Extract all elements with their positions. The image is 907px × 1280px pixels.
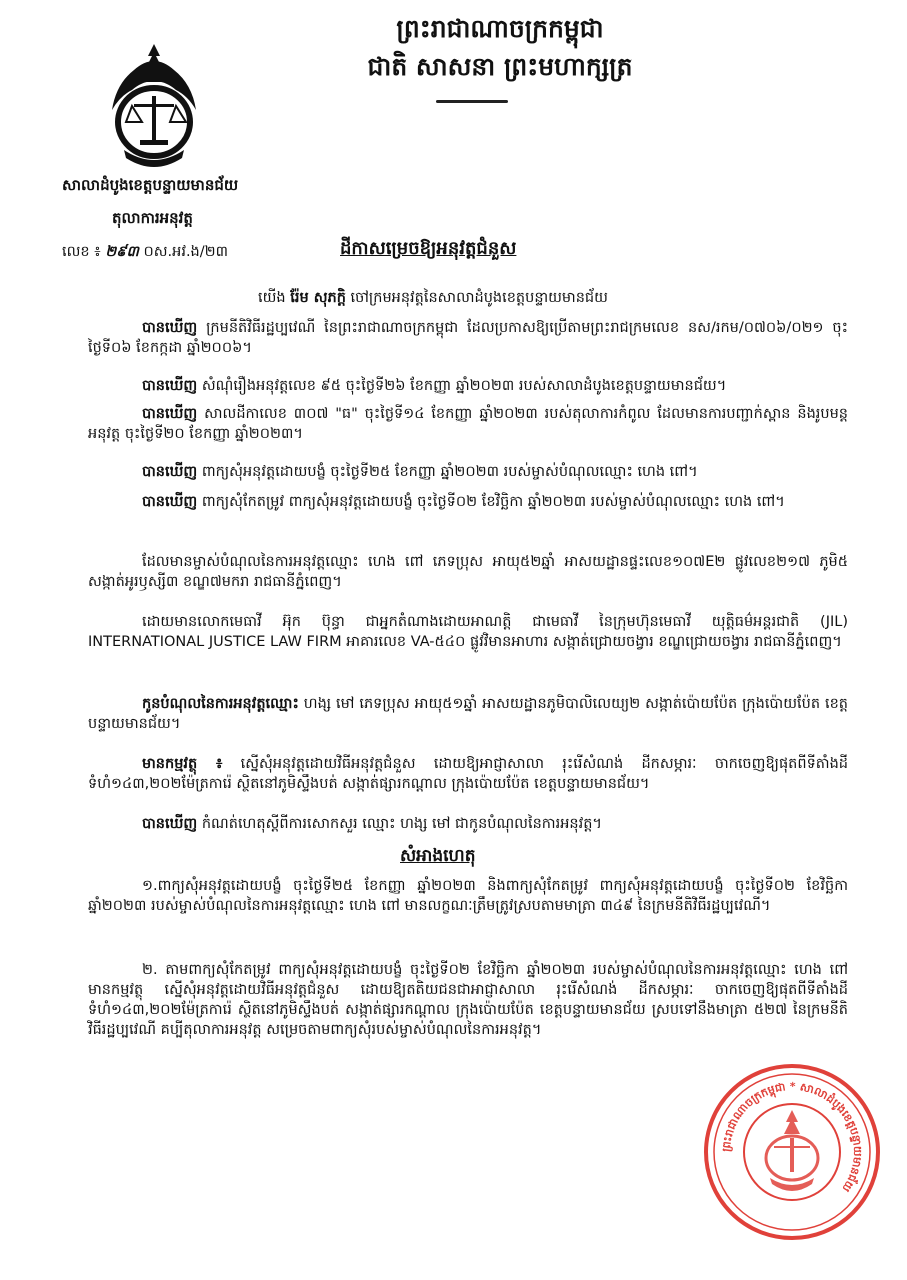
paragraph-lead: បានឃើញ bbox=[142, 464, 198, 480]
paragraph-text: ពាក្យសុំអនុវត្តដោយបង្ខំ ចុះថ្ងៃទី២៥ ខែកញ្ញា ឆ្នាំ២០២៣ របស់ម្ចាស់បំណុលឈ្មោះ ហេង ពៅ។ bbox=[197, 464, 698, 480]
intro-we: យើង bbox=[258, 290, 286, 306]
reference-number bbox=[62, 243, 228, 264]
grounds-heading: សំអាងហេតុ bbox=[400, 846, 476, 866]
department-name: តុលាការអនុវត្ត bbox=[112, 209, 193, 227]
national-motto: ជាតិ សាសនា ព្រះមហាក្សត្រ bbox=[367, 52, 633, 81]
paragraph bbox=[88, 376, 848, 396]
reference-handwritten-number: ២៩៣ bbox=[105, 244, 139, 260]
paragraph-lead: បានឃើញ bbox=[142, 406, 198, 422]
paragraph-text: សំណុំរឿងអនុវត្តលេខ ៩៥ ចុះថ្ងៃទី២៦ ខែកញ្ញា ឆ្នាំ២០២៣ របស់សាលាដំបូងខេត្តបន្ទាយមានជ័យ។ bbox=[197, 378, 727, 394]
ground-item bbox=[88, 960, 848, 1040]
intro-line bbox=[258, 288, 858, 308]
paragraph-lead: មានកម្មវត្ថុ ៖ bbox=[142, 756, 223, 772]
paragraph bbox=[88, 694, 848, 734]
paragraph bbox=[88, 814, 848, 834]
heading-divider bbox=[436, 100, 508, 103]
document-title: ដីកាសម្រេចឱ្យអនុវត្តជំនួស bbox=[340, 238, 517, 259]
paragraph-lead: បានឃើញ bbox=[142, 378, 198, 394]
judge-role: ចៅក្រមអនុវត្តនៃសាលាដំបូងខេត្តបន្ទាយមានជ័យ bbox=[350, 290, 608, 306]
court-emblem-icon bbox=[104, 40, 204, 180]
paragraph bbox=[88, 404, 848, 444]
paragraph-text: ពាក្យសុំកែតម្រូវ ពាក្យសុំអនុវត្តដោយបង្ខំ ចុះថ្ងៃទី០២ ខែវិច្ឆិកា ឆ្នាំ២០២៣ របស់ម្ចាស់បំណុលឈ្មោះ ហេង ពៅ។ bbox=[197, 494, 785, 510]
paragraph-text: ក្រមនីតិវិធីរដ្ឋប្បវេណី នៃព្រះរាជាណាចក្រកម្ពុជា ដែលប្រកាសឱ្យប្រើតាមព្រះរាជក្រមលេខ នស/រកម/០៧០៦/០២១ ចុះថ្ងៃទី០៦ ខែកក្កដា ឆ្នាំ២០០៦។ bbox=[88, 320, 848, 356]
ground-text: ២. តាមពាក្យសុំកែតម្រូវ ពាក្យសុំអនុវត្តដោយបង្ខំ ចុះថ្ងៃទី០២ ខែវិច្ឆិកា ឆ្នាំ២០២៣ របស់ម្ចាស់បំណុលនៃការអនុវត្តឈ្មោះ ហេង ពៅ មានកម្មវត្ថុ ស្នើសុំអនុវត្តដោយវិធីអនុវត្តជំនួស ដោយឱ្យតតិយជនជាអាជ្ញាសាលា រុះរើសំណង់ ដីកសម្ភារៈ ចាកចេញឱ្យផុតពីទីតាំងដីទំហំ១៤៣,២០២ម៉ែត្រការ៉េ ស្ថិតនៅភូមិស្ទឹងបត់ សង្កាត់ផ្សារកណ្ដាល ក្រុងប៉ោយប៉ែត ខេត្តបន្ទាយមានជ័យ ស្របទៅនឹងមាត្រា ៥២៧ នៃក្រមនីតិវិធីរដ្ឋប្បវេណី គប្បីតុលាការអនុវត្ត សម្រេចតាមពាក្យសុំរបស់ម្ចាស់បំណុលនៃការអនុវត្ត។ bbox=[88, 962, 848, 1038]
ground-text: ១.ពាក្យសុំអនុវត្តដោយបង្ខំ ចុះថ្ងៃទី២៥ ខែកញ្ញា ឆ្នាំ២០២៣ និងពាក្យសុំកែតម្រូវ ពាក្យសុំអនុវត្តដោយបង្ខំ ចុះថ្ងៃទី០២ ខែវិច្ឆិកា ឆ្នាំ២០២៣ របស់ម្ចាស់បំណុលនៃការអនុវត្តឈ្មោះ ហេង ពៅ មានលក្ខណៈត្រឹមត្រូវស្របតាមមាត្រា ៣៤៩ នៃក្រមនីតិវិធីរដ្ឋប្បវេណី។ bbox=[88, 878, 848, 914]
paragraph-text: ស្នើសុំអនុវត្តដោយវិធីអនុវត្តជំនួស ដោយឱ្យអាជ្ញាសាលា រុះរើសំណង់ ដីកសម្ភារៈ ចាកចេញឱ្យផុតពីទីតាំងដីទំហំ១៤៣,២០២ម៉ែត្រការ៉េ ស្ថិតនៅភូមិស្ទឹងបត់ សង្កាត់ផ្សារកណ្ដាល ក្រុងប៉ោយប៉ែត ខេត្តបន្ទាយមានជ័យ។ bbox=[88, 756, 848, 792]
reference-prefix: លេខ ៖ bbox=[62, 244, 101, 260]
paragraph-lead: បានឃើញ bbox=[142, 320, 198, 336]
paragraph bbox=[88, 492, 848, 512]
paragraph-lead: បានឃើញ bbox=[142, 494, 198, 510]
ground-item bbox=[88, 876, 848, 916]
court-name: សាលាដំបូងខេត្តបន្ទាយមានជ័យ bbox=[62, 176, 239, 194]
paragraph bbox=[88, 318, 848, 358]
paragraph-lead: បានឃើញ bbox=[142, 816, 198, 832]
reference-suffix: ០ស.អវ.ង/២៣ bbox=[138, 244, 229, 260]
official-seal-stamp bbox=[700, 1062, 885, 1242]
judge-name: រ៉ែម សុភក្តិ bbox=[290, 290, 346, 306]
paragraph-text: ដោយមានលោកមេធាវី អ៊ុក ប៊ុន្ធា ជាអ្នកតំណាងដោយអាណត្តិ ជាមេធាវី នៃក្រុមហ៊ុនមេធាវី យុត្តិធម៌អន្តរជាតិ (JIL) INTERNATIONAL JUSTICE LAW FIRM អាគារលេខ VA-៥៤០ ផ្លូវវិមានអាហារ សង្កាត់ជ្រោយចង្វារ ខណ្ឌជ្រោយចង្វារ រាជធានីភ្នំពេញ។ bbox=[88, 614, 848, 650]
paragraph-lead: កូនបំណុលនៃការអនុវត្តឈ្មោះ bbox=[142, 696, 299, 712]
paragraph-text: កំណត់ហេតុស្តីពីការសោកសួរ ឈ្មោះ ហង្ស មៅ ជាកូនបំណុលនៃការអនុវត្ត។ bbox=[197, 816, 602, 832]
paragraph-text: ហង្ស មៅ ភេទប្រុស អាយុ៥១ឆ្នាំ អាសយដ្ឋានភូមិបាលិលេយ្យ២ សង្កាត់ប៉ោយប៉ែត ក្រុងប៉ោយប៉ែត ខេត្តបន្ទាយមានជ័យ។ bbox=[88, 696, 848, 732]
kingdom-heading: ព្រះរាជាណាចក្រកម្ពុជា bbox=[396, 14, 604, 43]
seal-text: ព្រះរាជាណាចក្រកម្ពុជា * សាលាដំបូងខេត្តបន្ទាយមានជ័យ bbox=[719, 1079, 865, 1195]
paragraph bbox=[88, 462, 848, 482]
paragraph-text: សាលដីកាលេខ ៣០៧ "ធ" ចុះថ្ងៃទី១៤ ខែកញ្ញា ឆ្នាំ២០២៣ របស់តុលាការកំពូល ដែលមានការបញ្ជាក់ស្ពាន និងរូបមន្តអនុវត្ត ចុះថ្ងៃទី២០ ខែកញ្ញា ឆ្នាំ២០២៣។ bbox=[88, 406, 848, 442]
paragraph bbox=[88, 754, 848, 794]
paragraph-text: ដែលមានម្ចាស់បំណុលនៃការអនុវត្តឈ្មោះ ហេង ពៅ ភេទប្រុស អាយុ៥២ឆ្នាំ អាសយដ្ឋានផ្ទះលេខ១០៧E២ ផ្លូវលេខ២១៧ ភូមិ៥ សង្កាត់អូរឫស្សី៣ ខណ្ឌ៧មករា រាជធានីភ្នំពេញ។ bbox=[88, 554, 848, 590]
paragraph bbox=[88, 552, 848, 592]
paragraph bbox=[88, 612, 848, 652]
